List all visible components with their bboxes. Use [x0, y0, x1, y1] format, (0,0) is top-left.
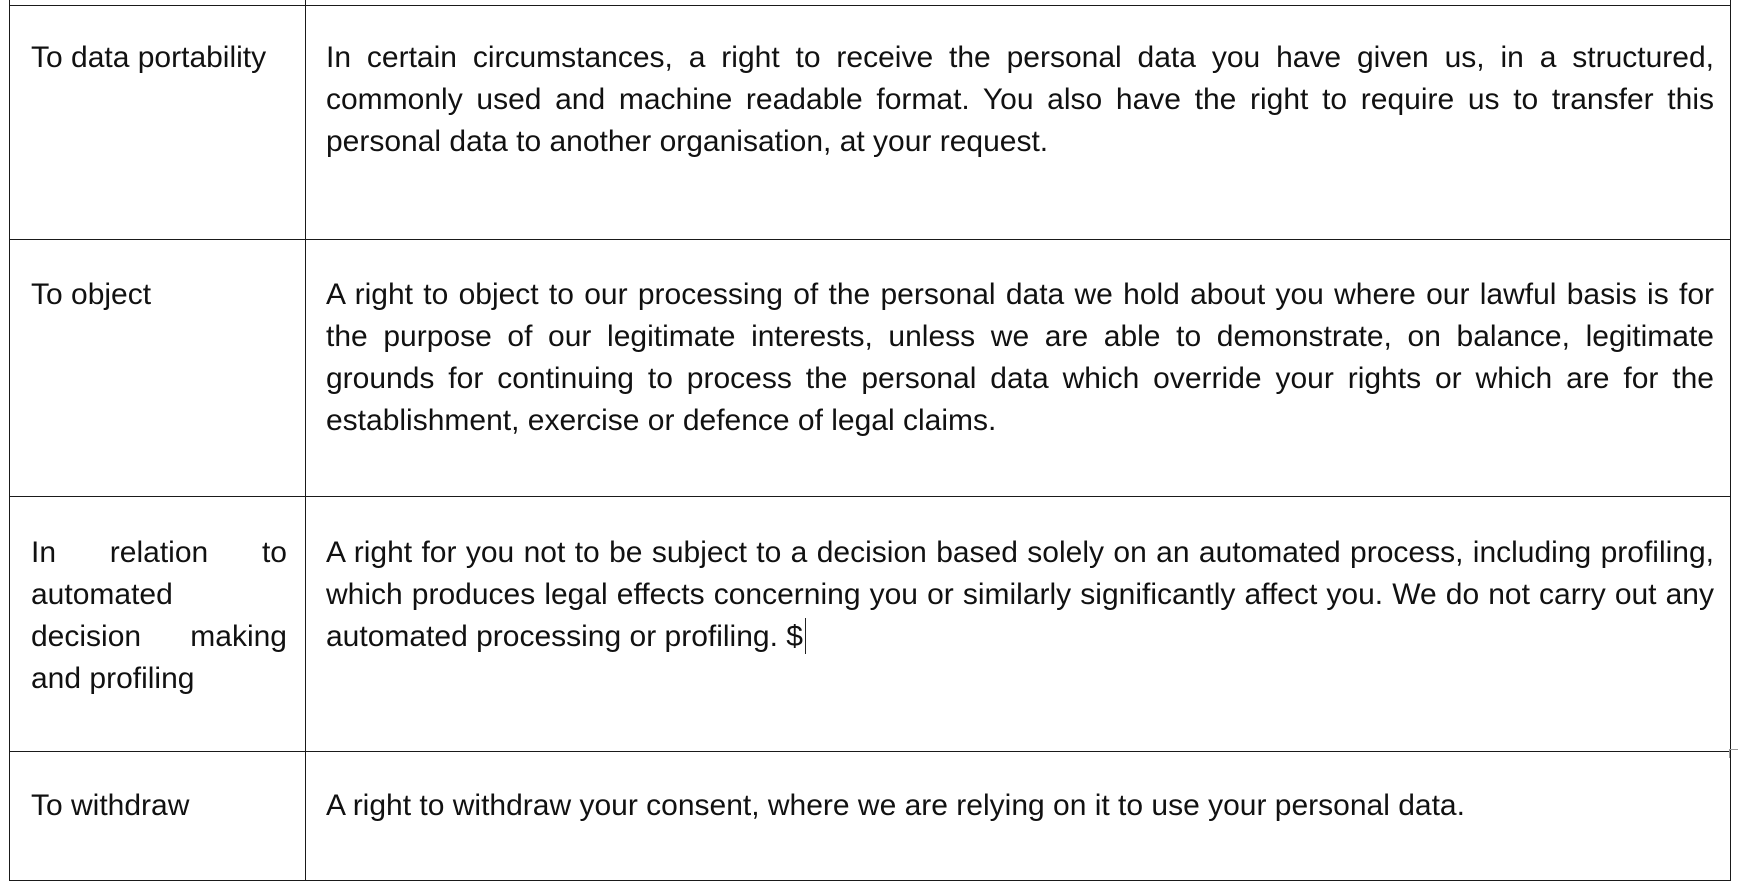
table-row: [10, 497, 1731, 752]
right-name-cell[interactable]: To data portability: [10, 6, 306, 240]
page-corner-mark: [1729, 749, 1738, 758]
right-name-cell[interactable]: To object: [10, 240, 306, 497]
right-description-cell[interactable]: [306, 497, 1731, 752]
rights-table: [9, 0, 1731, 881]
right-name-cell[interactable]: In relation to automated decision making and profiling: [10, 497, 306, 752]
table-row: [10, 752, 1731, 881]
table-row: [10, 240, 1731, 497]
text-cursor: [805, 618, 806, 654]
right-name-cell[interactable]: To withdraw: [10, 752, 306, 881]
table-row: [10, 6, 1731, 240]
right-description-cell[interactable]: A right to object to our processing of the personal data we hold about you where our lawful basis is for the purpose of our legitimate interests, unless we are able to demonstrate, on balance, legitimate grounds for continuing to process the personal data which override your rights or which are for the establishment, exercise or defence of legal claims.: [306, 240, 1731, 497]
right-description-cell[interactable]: A right to withdraw your consent, where we are relying on it to use your personal data.: [306, 752, 1731, 881]
right-description-cell[interactable]: In certain circumstances, a right to receive the personal data you have given us, in a structured, commonly used and machine readable format. You also have the right to require us to transfer this personal data to another organisation, at your request.: [306, 6, 1731, 240]
right-description-text: A right for you not to be subject to a decision based solely on an automated process, including profiling, which produces legal effects concerning you or similarly significantly affect you. We do not carry out any automated processing or profiling. $: [326, 536, 1714, 653]
